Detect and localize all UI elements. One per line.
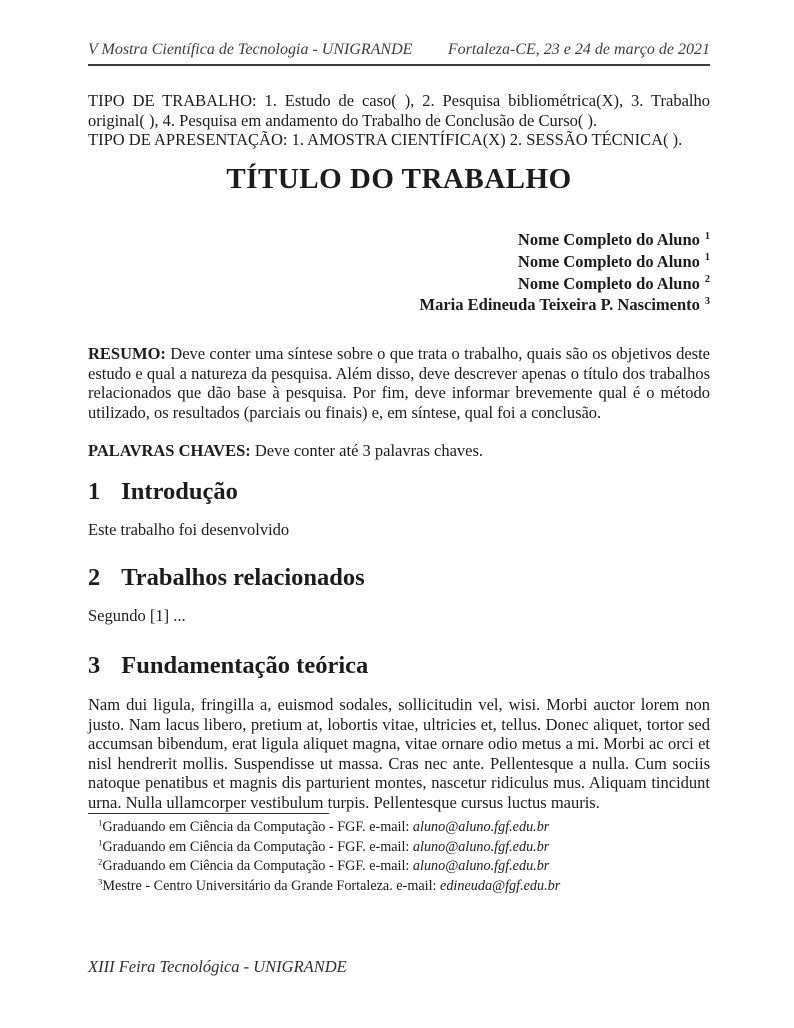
abstract-label: RESUMO:	[88, 344, 166, 363]
footnote-text: Graduando em Ciência da Computação - FGF. e-mail:	[102, 819, 413, 835]
footnote-email: edineuda@fgf.edu.br	[440, 877, 561, 894]
footnote-email: aluno@aluno.fgf.edu.br	[412, 819, 550, 835]
footnote-marker: 3	[98, 875, 103, 886]
author-affiliation-ref: 2	[704, 274, 710, 286]
abstract-paragraph	[88, 344, 710, 422]
paper-title: TÍTULO DO TRABALHO	[226, 163, 572, 195]
section-title: Fundamentação teórica	[121, 652, 369, 679]
section-heading-fundamentacao-teorica	[88, 651, 710, 680]
section-body-fundamentacao-teorica: Nam dui ligula, fringilla a, euismod sodales, sollicitudin vel, wisi. Morbi auctor lorem non justo. Nam lacus libero, pretium at, lobortis vitae, ultricies et, tellus. Donec aliquet, tortor sed accumsan bibendum, erat ligula aliquet magna, vitae ornare odio metus a mi. Morbi ac orci et nisl hendrerit mollis. Suspendisse ut massa. Cras nec ante. Pellentesque a nulla. Cum sociis natoque penatibus et magnis dis parturient montes, nascetur ridiculus mus. Aliquam tincidunt urna. Nulla ullamcorper vestibulum turpis. Pellentesque cursus luctus mauris.	[88, 695, 710, 812]
presentation-type-line: TIPO DE APRESENTAÇÃO: 1. AMOSTRA CIENTÍFICA(X) 2. SESSÃO TÉCNICA( ).	[88, 130, 683, 150]
author-line	[88, 273, 710, 295]
footnote	[88, 838, 710, 858]
footnote-rule	[88, 813, 329, 814]
section-body-introducao: Este trabalho foi desenvolvido	[88, 520, 290, 539]
authors-block	[88, 229, 710, 316]
keywords-text: Deve conter até 3 palavras chaves.	[250, 441, 484, 460]
section-title: Introdução	[121, 478, 238, 505]
abstract-text: Deve conter uma síntese sobre o que trata o trabalho, quais são os objetivos deste estudo e qual a natureza da pesquisa. Além disso, deve descrever apenas o título dos trabalhos relacionados que dão base à pesquisa. Por fim, deve informar brevemente qual é o método utilizado, os resultados (parciais ou finais) e, em síntese, qual foi a conclusão.	[88, 344, 710, 422]
header-rule	[88, 64, 710, 66]
author-name: Nome Completo do Aluno	[517, 273, 700, 293]
footnote-marker: 2	[98, 856, 103, 867]
footnote-marker: 1	[98, 836, 103, 847]
work-type-line: TIPO DE TRABALHO: 1. Estudo de caso( ), 2. Pesquisa bibliométrica(X), 3. Trabalho original( ), 4. Pesquisa em andamento do Trabalho de Conclusão de Curso( ).	[88, 91, 710, 130]
section-title: Trabalhos relacionados	[121, 564, 365, 591]
author-line	[88, 294, 710, 316]
section-number: 2	[88, 564, 101, 591]
footnote-text: Mestre - Centro Universitário da Grande Fortaleza. e-mail:	[102, 877, 441, 894]
section-body-trabalhos-relacionados: Segundo [1] ...	[88, 606, 186, 625]
keywords-label: PALAVRAS CHAVES:	[88, 441, 251, 460]
footnote	[88, 877, 710, 897]
footnote-email: aluno@aluno.fgf.edu.br	[412, 838, 550, 855]
author-line	[88, 229, 710, 251]
section-number: 1	[88, 478, 101, 505]
header-event-name: V Mostra Científica de Tecnologia - UNIGRANDE	[88, 41, 413, 58]
author-name: Maria Edineuda Teixeira P. Nascimento	[419, 295, 700, 315]
running-header	[88, 41, 710, 59]
footnote	[88, 818, 710, 838]
author-name: Nome Completo do Aluno	[517, 251, 700, 271]
author-affiliation-ref: 3	[704, 295, 710, 307]
footnote-email: aluno@aluno.fgf.edu.br	[412, 858, 550, 874]
footnotes-block	[88, 818, 710, 896]
footnote-text: Graduando em Ciência da Computação - FGF. e-mail:	[102, 838, 413, 855]
page-footer: XIII Feira Tecnológica - UNIGRANDE	[88, 957, 347, 976]
footnote-marker: 1	[98, 817, 103, 828]
footnote	[88, 857, 710, 877]
section-number: 3	[88, 652, 101, 679]
author-affiliation-ref: 1	[704, 252, 710, 264]
work-type-block	[88, 91, 710, 150]
header-date-location: Fortaleza-CE, 23 e 24 de março de 2021	[447, 41, 710, 58]
keywords-paragraph	[88, 441, 710, 461]
section-heading-trabalhos-relacionados	[88, 563, 710, 592]
author-line	[88, 251, 710, 273]
footnote-text: Graduando em Ciência da Computação - FGF. e-mail:	[102, 858, 413, 874]
section-heading-introducao	[88, 477, 710, 506]
author-affiliation-ref: 1	[704, 230, 710, 242]
author-name: Nome Completo do Aluno	[517, 230, 700, 249]
